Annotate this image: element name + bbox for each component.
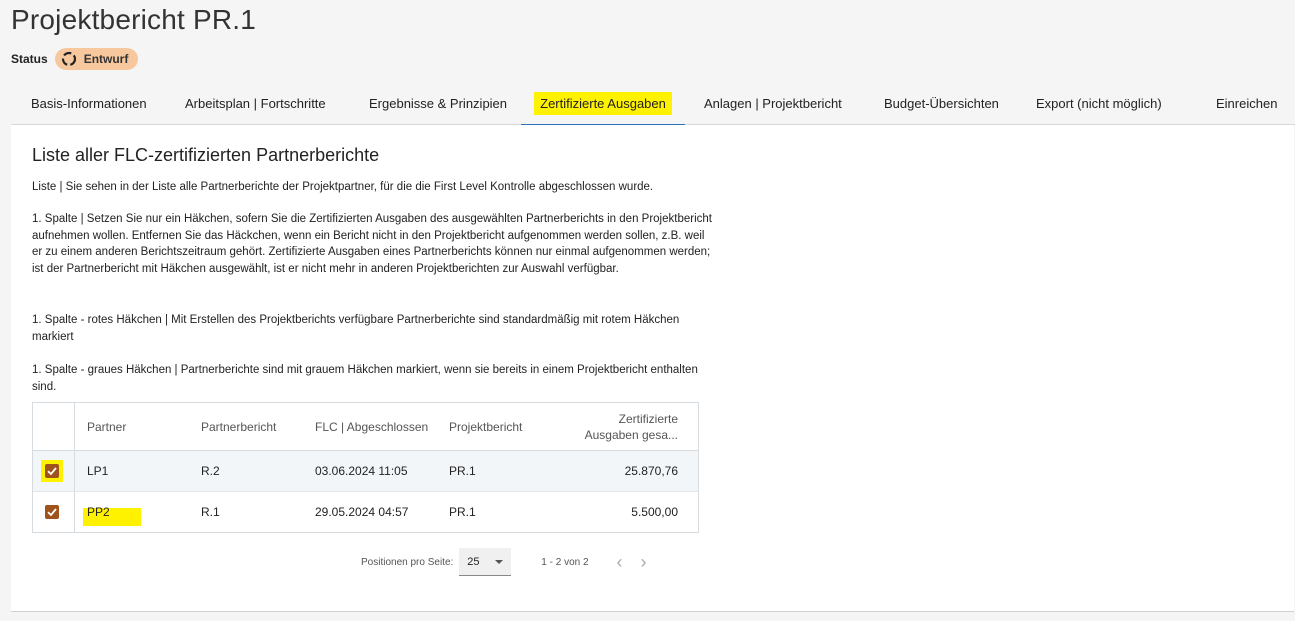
table-header [33, 403, 698, 451]
tab-export[interactable] [1036, 84, 1162, 124]
cell-flc: 29.05.2024 04:57 [315, 505, 409, 519]
page-size-value: 25 [467, 555, 480, 568]
previous-page-icon[interactable]: ‹ [616, 551, 623, 572]
description-paragraph: 1. Spalte - rotes Häkchen | Mit Erstellen des Projektberichts verfügbare Partnerberichte sind standardmäßig mit rotem Häkchen markiert [32, 314, 680, 343]
tab-budget-uebersichten[interactable] [884, 84, 999, 124]
status-row [11, 48, 138, 70]
chevron-down-icon [495, 560, 503, 564]
tab-einreichen[interactable] [1216, 84, 1277, 124]
cell-flc: 03.06.2024 11:05 [315, 464, 408, 478]
cell-projektbericht: PR.1 [449, 464, 476, 478]
tab-label: Budget-Übersichten [884, 96, 999, 111]
description-paragraph: 1. Spalte - graues Häkchen | Partnerberichte sind mit grauem Häkchen markiert, wenn sie bereits in einem Projektbericht enthalten sind. [32, 364, 698, 393]
cell-partnerbericht: R.1 [201, 505, 220, 519]
column-header-ausgaben[interactable] [553, 403, 678, 450]
checkmark-icon [45, 464, 59, 478]
column-header-ausgaben-line1: Zertifizierte [618, 411, 678, 426]
tab-bar [11, 84, 1295, 125]
column-header-partner[interactable]: Partner [87, 419, 127, 434]
cell-ausgaben: 25.870,76 [624, 464, 678, 478]
status-value: Entwurf [83, 52, 129, 66]
tab-label: Einreichen [1216, 96, 1278, 111]
description-paragraph: 1. Spalte | Setzen Sie nur ein Häkchen, sofern Sie die Zertifizierten Ausgaben des ausgewählten Partnerberichts in den Projektbericht aufnehmen wollen. Entfernen Sie das Häckchen, wenn ein Bericht nicht in den Projektbericht aufgenommen werden sollen, z.B. weil er zu einem anderen Berichtszeitraum gehört. Zertifizierte Ausgaben eines Partnerberichts können nur einmal aufgenommen werden; ist der Partnerbericht mit Häkchen ausgewählt, ist er nicht mehr in anderen Projektberichten zur Auswahl verfügbar. [32, 213, 712, 276]
row-checkbox[interactable] [45, 464, 59, 478]
content-card [11, 125, 1294, 612]
column-header-partnerbericht[interactable]: Partnerbericht [201, 419, 277, 434]
row-checkbox[interactable] [45, 505, 59, 519]
tab-zertifizierte-ausgaben[interactable] [521, 84, 685, 126]
cell-partnerbericht: R.2 [201, 464, 220, 478]
paginator [361, 548, 647, 576]
page-size-select[interactable] [459, 548, 511, 576]
tab-ergebnisse[interactable] [369, 84, 507, 124]
cell-partner: LP1 [87, 464, 109, 478]
checkmark-icon [45, 505, 59, 519]
tab-label: Ergebnisse & Prinzipien [369, 96, 508, 111]
tab-label: Arbeitsplan | Fortschritte [185, 96, 326, 111]
tab-label: Basis-Informationen [31, 96, 147, 111]
next-page-icon[interactable]: › [640, 551, 647, 572]
tab-label: Zertifizierte Ausgaben [534, 92, 672, 115]
status-badge [55, 48, 139, 70]
page-navigation [617, 552, 647, 573]
description-paragraph: Liste | Sie sehen in der Liste alle Partnerberichte der Projektpartner, für die die First Level Kontrolle abgeschlossen wurde. [32, 181, 654, 193]
table-row[interactable] [33, 451, 698, 492]
tab-label: Anlagen | Projektbericht [704, 96, 842, 111]
draft-status-icon [60, 50, 78, 68]
table-row[interactable] [33, 492, 698, 532]
tab-arbeitsplan[interactable] [185, 84, 326, 124]
column-header-projektbericht[interactable]: Projektbericht [449, 419, 523, 434]
status-label: Status [11, 52, 48, 66]
select-column-header [33, 403, 75, 450]
cell-partner: PP2 [87, 505, 110, 519]
tab-label: Export (nicht möglich) [1036, 96, 1162, 111]
column-header-ausgaben-line2: Ausgaben gesa... [584, 427, 678, 442]
page-range: 1 - 2 von 2 [541, 556, 589, 568]
select-cell [33, 451, 75, 491]
column-header-flc[interactable]: FLC | Abgeschlossen [315, 419, 429, 434]
tab-anlagen[interactable] [704, 84, 842, 124]
tab-basis-informationen[interactable] [31, 84, 147, 124]
cell-ausgaben: 5.500,00 [631, 505, 678, 519]
page-title: Projektbericht PR.1 [11, 4, 257, 35]
cell-projektbericht: PR.1 [449, 505, 476, 519]
section-title: Liste aller FLC-zertifizierten Partnerberichte [32, 145, 380, 165]
select-cell [33, 492, 75, 532]
partner-reports-table [32, 402, 699, 533]
page-size-label: Positionen pro Seite: [361, 556, 454, 568]
